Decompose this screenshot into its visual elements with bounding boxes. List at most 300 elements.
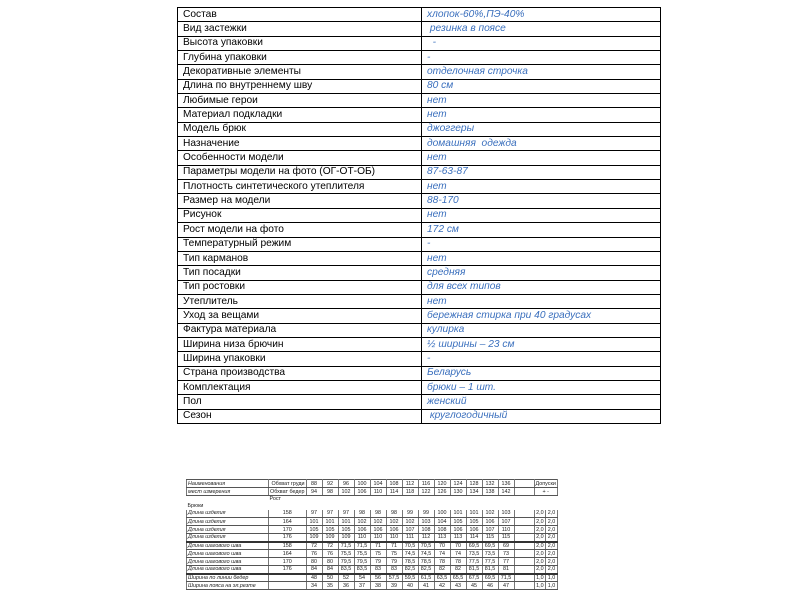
size-value: 115 (482, 534, 498, 542)
size-value: 106 (370, 526, 386, 534)
size-value: 75 (386, 550, 402, 558)
size-value: 110 (386, 534, 402, 542)
size-value: 102 (354, 518, 370, 526)
height-value: 176 (269, 534, 307, 542)
size-value: 110 (498, 526, 514, 534)
size-row (187, 510, 558, 518)
size-value: 75 (370, 550, 386, 558)
spec-row (178, 337, 661, 351)
size-value: 111 (402, 534, 418, 542)
size-value: 71 (386, 542, 402, 550)
size-row (187, 518, 558, 526)
size-row (187, 534, 558, 542)
chest-value: 128 (466, 480, 482, 488)
tolerance-minus: 2,0 (546, 550, 558, 558)
size-value: 101 (338, 518, 354, 526)
size-header-name: мест измерения (187, 488, 269, 496)
size-value: 74,5 (418, 550, 434, 558)
tolerance-minus: 2,0 (546, 558, 558, 566)
size-value: 70,5 (418, 542, 434, 550)
product-spec-table (177, 7, 661, 424)
spacer-cell (514, 534, 534, 542)
spec-row (178, 165, 661, 179)
tolerance-minus: 2,0 (546, 526, 558, 534)
size-value: 42 (434, 582, 450, 590)
spec-key: Модель брюк (178, 122, 422, 136)
chest-value: 100 (354, 480, 370, 488)
tolerance-minus: 1,0 (546, 582, 558, 590)
spec-key: Пол (178, 395, 422, 409)
size-value: 71,5 (498, 574, 514, 582)
size-value: 61,5 (418, 574, 434, 582)
size-value: 105 (450, 518, 466, 526)
size-value: 82 (450, 566, 466, 574)
size-row (187, 550, 558, 558)
spec-key: Фактура материала (178, 323, 422, 337)
spec-row (178, 194, 661, 208)
spec-value: женский (422, 395, 661, 409)
size-value: 107 (482, 526, 498, 534)
spec-row (178, 309, 661, 323)
measurement-name: Длина шагового шва (187, 550, 269, 558)
hips-value: 118 (402, 488, 418, 496)
size-value: 99 (402, 510, 418, 518)
size-value: 104 (434, 518, 450, 526)
height-value (269, 574, 307, 582)
size-value: 37 (354, 582, 370, 590)
spec-row (178, 36, 661, 50)
spec-row (178, 94, 661, 108)
measurement-name: Длина шагового шва (187, 566, 269, 574)
tolerance-header: Допуски (535, 480, 556, 487)
spacer-cell (514, 582, 534, 590)
spec-value: нет (422, 251, 661, 265)
spacer-cell (187, 496, 269, 503)
spec-key: Страна производства (178, 366, 422, 380)
size-value: 36 (338, 582, 354, 590)
hips-value: 122 (418, 488, 434, 496)
size-header-row (187, 488, 558, 496)
tolerance-minus: 2,0 (546, 510, 558, 518)
spec-key: Ширина низа брючин (178, 337, 422, 351)
size-value: 63,5 (434, 574, 450, 582)
spec-value: нет (422, 151, 661, 165)
size-value: 69,5 (482, 574, 498, 582)
size-value: 101 (322, 518, 338, 526)
spec-row (178, 51, 661, 65)
size-value: 80 (306, 558, 322, 566)
size-value: 114 (466, 534, 482, 542)
size-value: 70 (434, 542, 450, 550)
size-value: 83 (370, 566, 386, 574)
size-value: 83,5 (354, 566, 370, 574)
size-value: 57,5 (386, 574, 402, 582)
size-value: 47 (498, 582, 514, 590)
spec-value: средняя (422, 266, 661, 280)
size-value: 41 (418, 582, 434, 590)
hips-value: 98 (322, 488, 338, 496)
hips-value: 94 (306, 488, 322, 496)
spec-key: Вид застежки (178, 22, 422, 36)
spec-value: - (422, 51, 661, 65)
spec-value: хлопок-60%,ПЭ-40% (422, 8, 661, 22)
tolerance-minus: 2,0 (546, 518, 558, 526)
height-label: Рост (269, 496, 282, 503)
size-value: 105 (306, 526, 322, 534)
size-value: 101 (466, 510, 482, 518)
spec-key: Рост модели на фото (178, 223, 422, 237)
spec-key: Плотность синтетического утеплителя (178, 180, 422, 194)
spec-value: нет (422, 294, 661, 308)
size-value: 78 (434, 558, 450, 566)
spec-key: Комплектация (178, 380, 422, 394)
spec-value: - (422, 352, 661, 366)
size-value: 98 (354, 510, 370, 518)
spec-key: Глубина упаковки (178, 51, 422, 65)
size-value: 106 (450, 526, 466, 534)
height-value: 164 (269, 550, 307, 558)
size-row (187, 526, 558, 534)
size-value: 83 (386, 566, 402, 574)
size-value: 84 (322, 566, 338, 574)
size-value: 74 (450, 550, 466, 558)
size-value: 77,5 (482, 558, 498, 566)
spec-row (178, 280, 661, 294)
size-value: 70,5 (402, 542, 418, 550)
chest-value: 104 (370, 480, 386, 488)
size-value: 105 (322, 526, 338, 534)
spec-row (178, 8, 661, 22)
spec-value: резинка в поясе (422, 22, 661, 36)
spec-key: Тип ростовки (178, 280, 422, 294)
size-value: 109 (338, 534, 354, 542)
size-value: 115 (498, 534, 514, 542)
size-value: 97 (306, 510, 322, 518)
spec-key: Высота упаковки (178, 36, 422, 50)
spec-key: Длина по внутреннему шву (178, 79, 422, 93)
size-value: 101 (450, 510, 466, 518)
hips-value: 102 (338, 488, 354, 496)
height-value: 158 (269, 510, 307, 518)
height-value: 170 (269, 558, 307, 566)
size-value: 65,5 (450, 574, 466, 582)
size-value: 74,5 (402, 550, 418, 558)
spec-row (178, 151, 661, 165)
spec-key: Рисунок (178, 208, 422, 222)
tolerance-plus: 2,0 (534, 550, 546, 558)
size-value: 84 (306, 566, 322, 574)
size-value: 48 (306, 574, 322, 582)
size-value: 75,5 (354, 550, 370, 558)
chest-value: 112 (402, 480, 418, 488)
size-value: 98 (370, 510, 386, 518)
spec-value: 88-170 (422, 194, 661, 208)
size-value: 79 (386, 558, 402, 566)
measurement-name: Длина изделия (187, 526, 269, 534)
size-value: 105 (338, 526, 354, 534)
size-value: 39 (386, 582, 402, 590)
measurement-name: Длина изделия (187, 518, 269, 526)
chest-value: 92 (322, 480, 338, 488)
spacer-cell (514, 526, 534, 534)
spec-row (178, 79, 661, 93)
size-value: 38 (370, 582, 386, 590)
chest-value: 88 (306, 480, 322, 488)
size-value: 98 (386, 510, 402, 518)
spec-row (178, 294, 661, 308)
size-row (187, 574, 558, 582)
size-value: 99 (418, 510, 434, 518)
spacer-cell (514, 566, 534, 574)
size-value: 50 (322, 574, 338, 582)
spec-key: Ширина упаковки (178, 352, 422, 366)
size-value: 76 (306, 550, 322, 558)
size-value: 77 (498, 558, 514, 566)
size-value: 113 (450, 534, 466, 542)
size-value: 52 (338, 574, 354, 582)
size-value: 46 (482, 582, 498, 590)
size-value: 102 (370, 518, 386, 526)
spec-row (178, 208, 661, 222)
chest-value: 132 (482, 480, 498, 488)
spec-row (178, 237, 661, 251)
size-value: 82 (434, 566, 450, 574)
spec-key: Размер на модели (178, 194, 422, 208)
size-value: 109 (306, 534, 322, 542)
measurement-name: Длина изделия (187, 534, 269, 542)
size-value: 81 (498, 566, 514, 574)
spec-value: брюки – 1 шт. (422, 380, 661, 394)
size-value: 113 (434, 534, 450, 542)
size-value: 108 (434, 526, 450, 534)
size-value: 67,5 (466, 574, 482, 582)
tolerance-minus: 2,0 (546, 566, 558, 574)
hips-value: 134 (466, 488, 482, 496)
spec-value: нет (422, 208, 661, 222)
size-value: 72 (306, 542, 322, 550)
size-value: 82,5 (402, 566, 418, 574)
size-row (187, 558, 558, 566)
measurement-name: Ширина пояса на эл.резте (187, 582, 269, 590)
size-value: 103 (498, 510, 514, 518)
size-value: 73,5 (466, 550, 482, 558)
spec-row (178, 223, 661, 237)
size-value: 81,5 (466, 566, 482, 574)
measurement-name: Длина шагового шва (187, 558, 269, 566)
size-value: 110 (354, 534, 370, 542)
size-value: 69,5 (482, 542, 498, 550)
size-value: 79,5 (338, 558, 354, 566)
spec-row (178, 137, 661, 151)
spec-value: 87-63-87 (422, 165, 661, 179)
spec-key: Тип посадки (178, 266, 422, 280)
size-value: 54 (354, 574, 370, 582)
measurement-name: Ширина по линии бедер (187, 574, 269, 582)
height-value: 170 (269, 526, 307, 534)
height-value (269, 582, 307, 590)
tolerance-minus: 1,0 (546, 574, 558, 582)
section-title: Брюки (187, 503, 204, 509)
size-value: 102 (482, 510, 498, 518)
size-value: 109 (322, 534, 338, 542)
spec-key: Материал подкладки (178, 108, 422, 122)
size-value: 78,5 (402, 558, 418, 566)
size-row (187, 582, 558, 590)
hips-value: 130 (450, 488, 466, 496)
spec-value: кулирка (422, 323, 661, 337)
spec-value: 80 см (422, 79, 661, 93)
height-value: 176 (269, 566, 307, 574)
size-value: 56 (370, 574, 386, 582)
spec-row (178, 65, 661, 79)
spec-row (178, 108, 661, 122)
spec-key: Особенности модели (178, 151, 422, 165)
hips-value: 110 (370, 488, 386, 496)
size-value: 82,5 (418, 566, 434, 574)
size-value: 106 (386, 526, 402, 534)
spec-value: для всех типов (422, 280, 661, 294)
size-header-hips: Обхват бедер (270, 488, 305, 495)
spacer-cell (514, 542, 534, 550)
spec-row (178, 409, 661, 423)
spacer-cell (514, 510, 534, 518)
spec-row (178, 22, 661, 36)
spacer-cell (514, 558, 534, 566)
spec-key: Температурный режим (178, 237, 422, 251)
tolerance-plus: 2,0 (534, 526, 546, 534)
spec-value: нет (422, 108, 661, 122)
tolerance-minus: 2,0 (546, 542, 558, 550)
tolerance-plus: 1,0 (534, 574, 546, 582)
tolerance-plus: 2,0 (534, 566, 546, 574)
size-value: 112 (418, 534, 434, 542)
size-header-row (187, 480, 558, 488)
size-value: 106 (482, 518, 498, 526)
spec-value: бережная стирка при 40 градусах (422, 309, 661, 323)
spec-row (178, 323, 661, 337)
size-value: 78,5 (418, 558, 434, 566)
size-value: 70 (450, 542, 466, 550)
tolerance-plus: 1,0 (534, 582, 546, 590)
size-value: 45 (466, 582, 482, 590)
spec-key: Тип карманов (178, 251, 422, 265)
spacer-cell (514, 518, 534, 526)
size-value: 71,5 (338, 542, 354, 550)
size-value: 74 (434, 550, 450, 558)
size-value: 34 (306, 582, 322, 590)
hips-value: 142 (498, 488, 514, 496)
size-value: 102 (386, 518, 402, 526)
spec-row (178, 395, 661, 409)
measurement-name: Длина изделия (187, 510, 269, 518)
spec-row (178, 266, 661, 280)
size-value: 77,5 (466, 558, 482, 566)
size-value: 71,5 (354, 542, 370, 550)
spec-value: домашняя одежда (422, 137, 661, 151)
spacer-cell (514, 550, 534, 558)
height-value: 158 (269, 542, 307, 550)
size-value: 69,5 (466, 542, 482, 550)
spec-key: Сезон (178, 409, 422, 423)
tolerance-minus: 2,0 (546, 534, 558, 542)
size-row (187, 542, 558, 550)
size-value: 72 (322, 542, 338, 550)
spec-key: Назначение (178, 137, 422, 151)
spacer-cell (514, 488, 534, 496)
spec-row (178, 251, 661, 265)
size-value: 97 (338, 510, 354, 518)
chest-value: 124 (450, 480, 466, 488)
spec-value: ½ ширины – 23 см (422, 337, 661, 351)
size-value: 35 (322, 582, 338, 590)
size-value: 79,5 (354, 558, 370, 566)
chest-value: 136 (498, 480, 514, 488)
size-value: 107 (498, 518, 514, 526)
spec-key: Уход за вещами (178, 309, 422, 323)
size-value: 97 (322, 510, 338, 518)
size-value: 73,5 (482, 550, 498, 558)
size-value: 43 (450, 582, 466, 590)
size-value: 102 (402, 518, 418, 526)
spec-row (178, 366, 661, 380)
spec-key: Любимые герои (178, 94, 422, 108)
size-value: 40 (402, 582, 418, 590)
tolerance-plus: 2,0 (534, 542, 546, 550)
size-chart-table (186, 479, 558, 590)
size-value: 79 (370, 558, 386, 566)
chest-value: 120 (434, 480, 450, 488)
spec-value: джоггеры (422, 122, 661, 136)
size-value: 106 (354, 526, 370, 534)
hips-value: 138 (482, 488, 498, 496)
spec-row (178, 352, 661, 366)
size-row (187, 566, 558, 574)
hips-value: 126 (434, 488, 450, 496)
size-value: 71 (370, 542, 386, 550)
measurement-name: Длина шагового шва (187, 542, 269, 550)
size-value: 76 (322, 550, 338, 558)
size-value: 108 (418, 526, 434, 534)
spec-row (178, 122, 661, 136)
size-value: 105 (466, 518, 482, 526)
size-value: 75,5 (338, 550, 354, 558)
size-value: 106 (466, 526, 482, 534)
size-value: 69 (498, 542, 514, 550)
spec-value: - (422, 36, 661, 50)
chest-value: 116 (418, 480, 434, 488)
size-value: 110 (370, 534, 386, 542)
spec-key: Параметры модели на фото (ОГ-ОТ-ОБ) (178, 165, 422, 179)
tolerance-plus: 2,0 (534, 518, 546, 526)
size-value: 80 (322, 558, 338, 566)
tolerance-plus: 2,0 (534, 510, 546, 518)
spec-value: круглогодичный (422, 409, 661, 423)
spec-value: нет (422, 94, 661, 108)
spec-row (178, 380, 661, 394)
tolerance-plus: 2,0 (534, 558, 546, 566)
size-header-girth: Обхват груди (269, 480, 307, 488)
spacer-cell (514, 574, 534, 582)
size-value: 100 (434, 510, 450, 518)
size-value: 78 (450, 558, 466, 566)
spec-key: Декоративные элементы (178, 65, 422, 79)
spacer-cell (514, 480, 534, 488)
tolerance-signs: + - (534, 488, 557, 496)
size-value: 107 (402, 526, 418, 534)
spec-row (178, 180, 661, 194)
spec-value: 172 см (422, 223, 661, 237)
spec-key: Состав (178, 8, 422, 22)
